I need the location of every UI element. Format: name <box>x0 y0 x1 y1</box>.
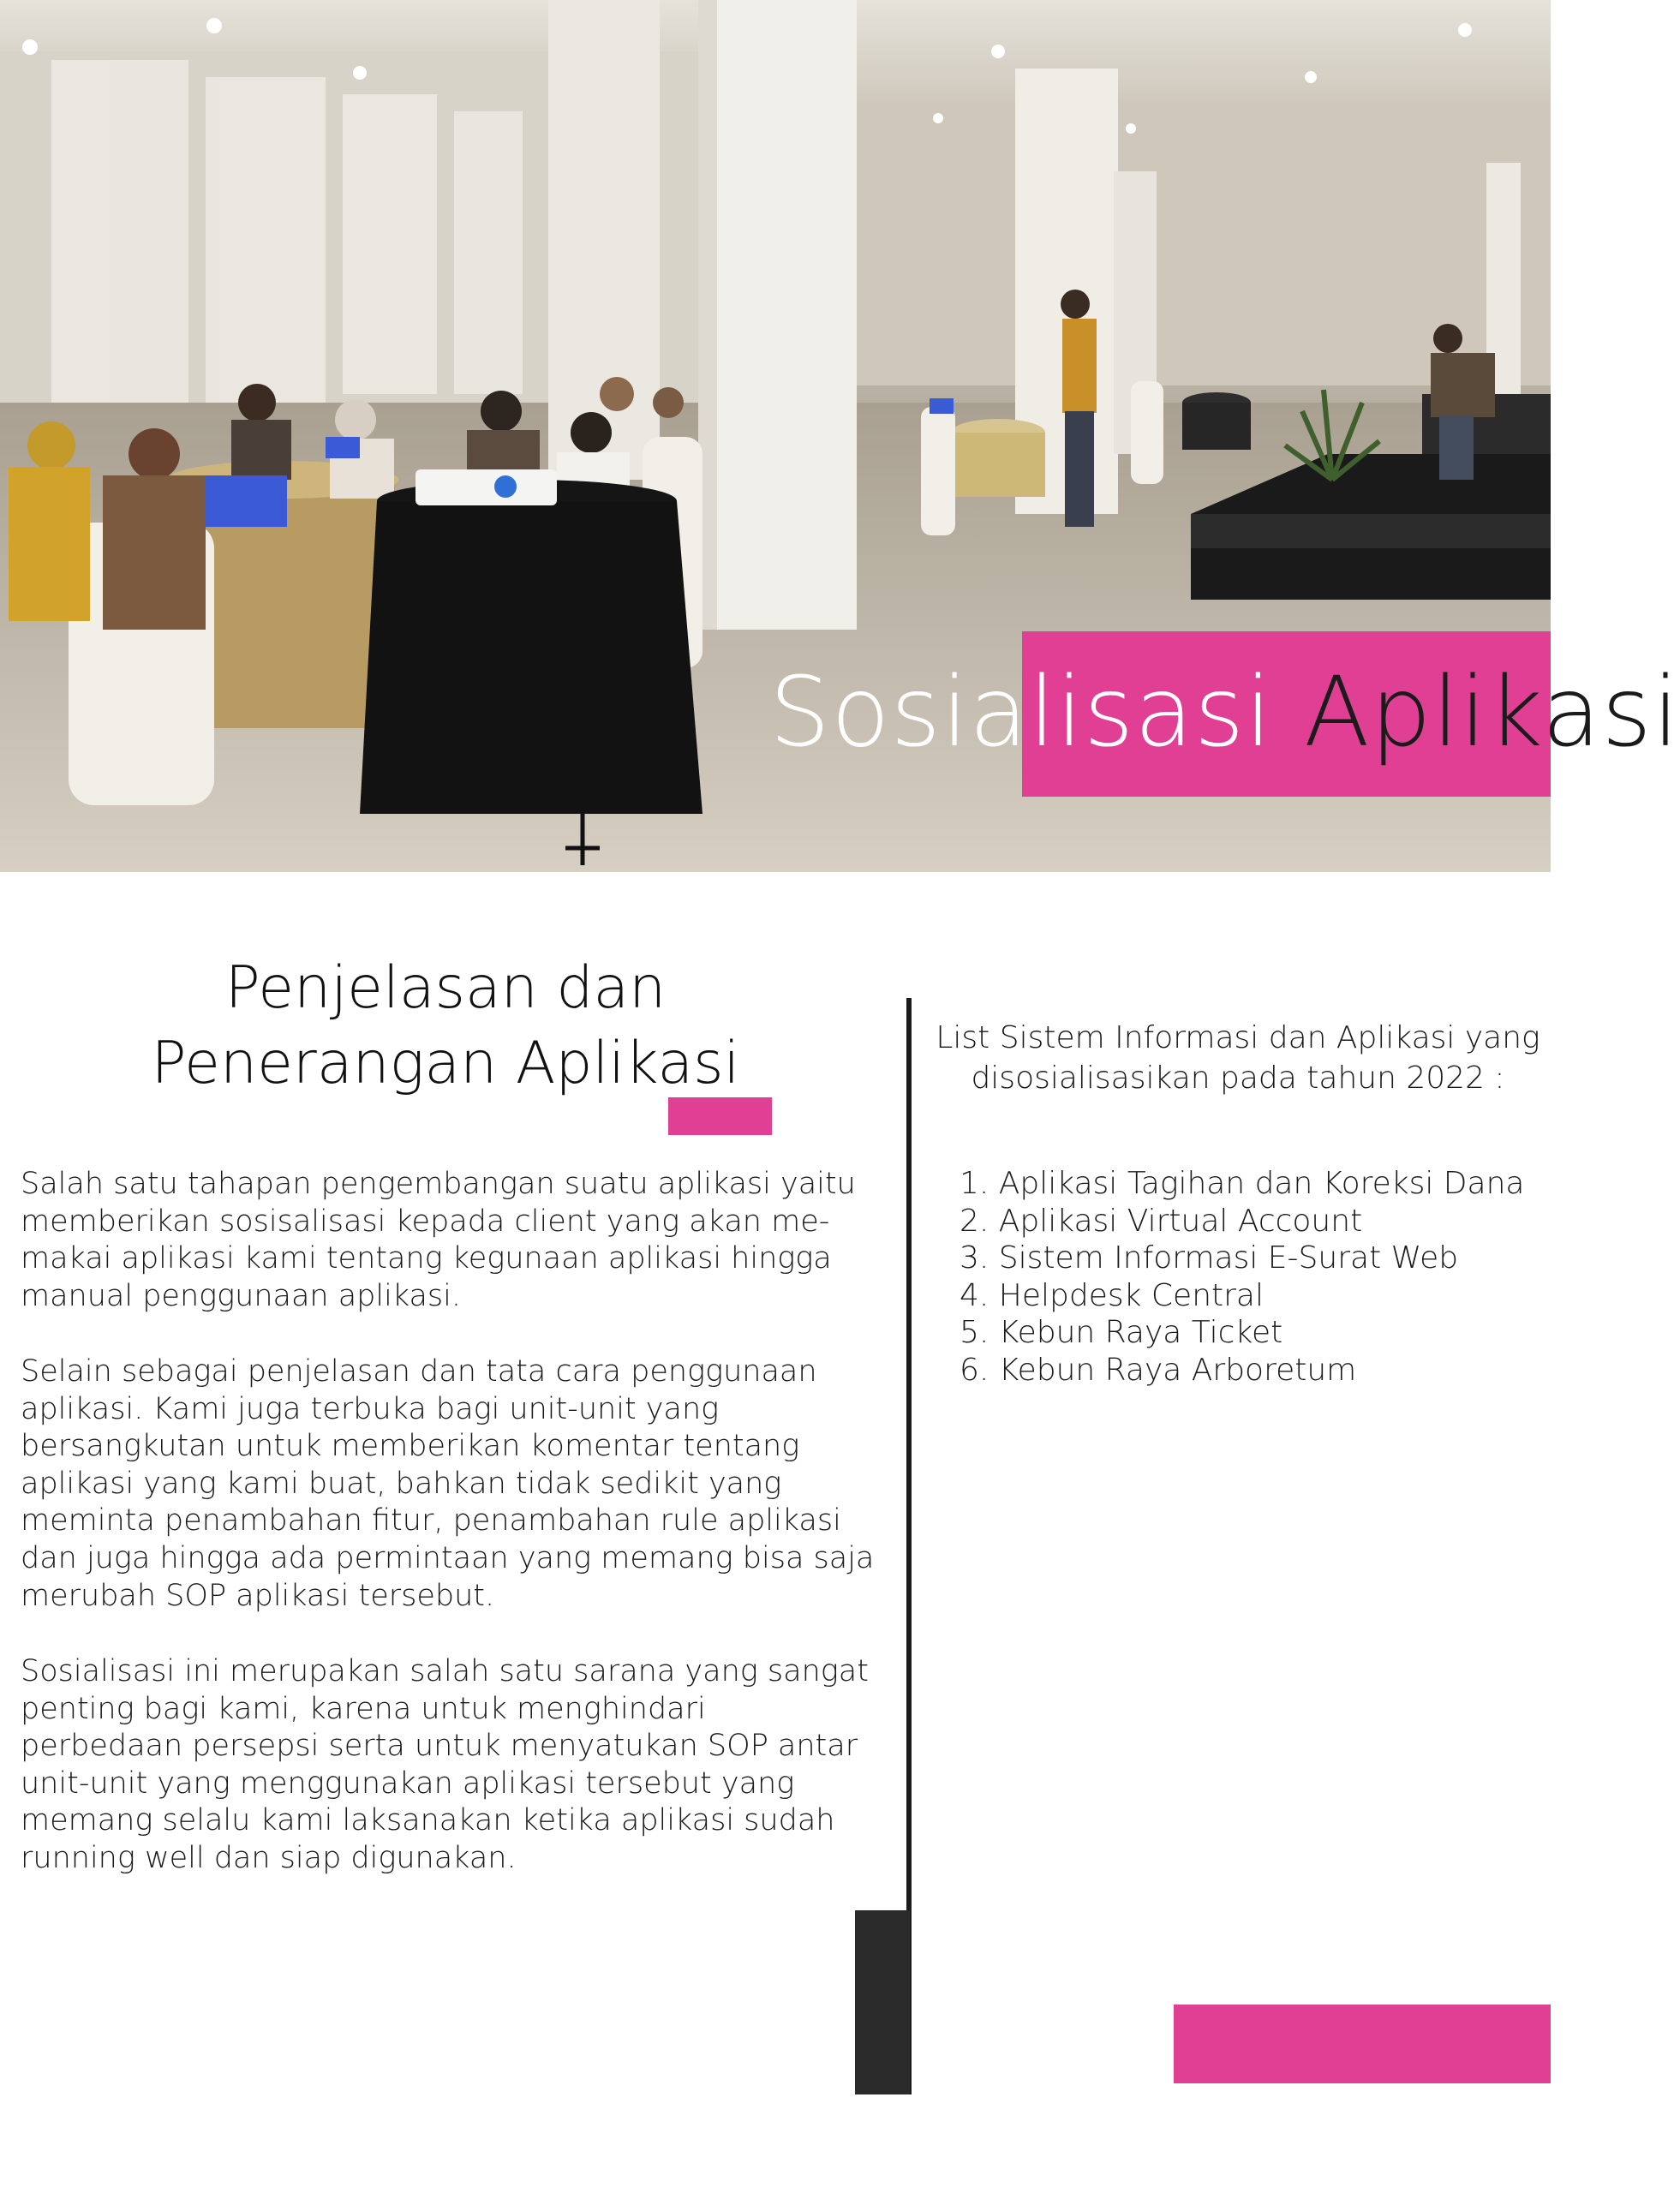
corner-accent-block <box>1174 2005 1551 2083</box>
divider-accent-block <box>855 1910 910 2094</box>
list-item: 6. Kebun Raya Arboretum <box>960 1352 1357 1388</box>
page-title <box>769 653 1680 773</box>
heading-accent-bar <box>668 1097 772 1135</box>
list-item: 1. Aplikasi Tagihan dan Koreksi Dana <box>960 1166 1525 1201</box>
section-heading-line2: Penerangan Aplikasi <box>151 1030 740 1097</box>
section-heading-line1: Penjelasan dan <box>224 954 667 1022</box>
page-title-part1: Sosialisasi <box>769 657 1273 768</box>
list-intro <box>930 1018 1546 1098</box>
page-title-part2: Aplikasi <box>1304 657 1680 768</box>
list-intro-line1: List Sistem Informasi dan Aplikasi yang <box>936 1020 1540 1055</box>
list-intro-line2: disosialisasikan pada tahun 2022 : <box>971 1061 1505 1096</box>
application-list <box>960 1165 1542 1389</box>
list-item: 3. Sistem Informasi E-Surat Web <box>960 1240 1459 1276</box>
section-heading <box>51 951 840 1102</box>
paragraph-importance: Sosialisasi ini merupakan salah satu sarana yang sangat penting bagi kami, karena untuk menghindari perbedaan persepsi serta untuk menyatukan SOP antar unit-unit yang menggunakan aplikasi tersebut yang memang selalu kami laksanakan ketika aplikasi sudah running well dan siap digunakan. <box>21 1654 869 1875</box>
list-item: 5. Kebun Raya Ticket <box>960 1315 1283 1351</box>
paragraph-feedback: Selain sebagai penjelasan dan tata cara penggunaan aplikasi. Kami juga terbuka bagi unit-unit yang bersangkutan untuk memberikan komentar tentang aplikasi yang kami buat, bahkan tidak sedikit yang meminta penambahan fitur, penambahan rule aplikasi dan juga hingga ada permintaan yang memang bisa saja merubah SOP aplikasi tersebut. <box>21 1354 875 1613</box>
list-item: 4. Helpdesk Central <box>960 1277 1264 1313</box>
paragraph-intro: Salah satu tahapan pengembangan suatu aplikasi yaitu memberikan sosisalisasi kepada client yang akan me-makai aplikasi kami tentang kegunaan aplikasi hingga manual penggunaan aplikasi. <box>21 1167 856 1313</box>
list-item: 2. Aplikasi Virtual Account <box>960 1203 1363 1239</box>
